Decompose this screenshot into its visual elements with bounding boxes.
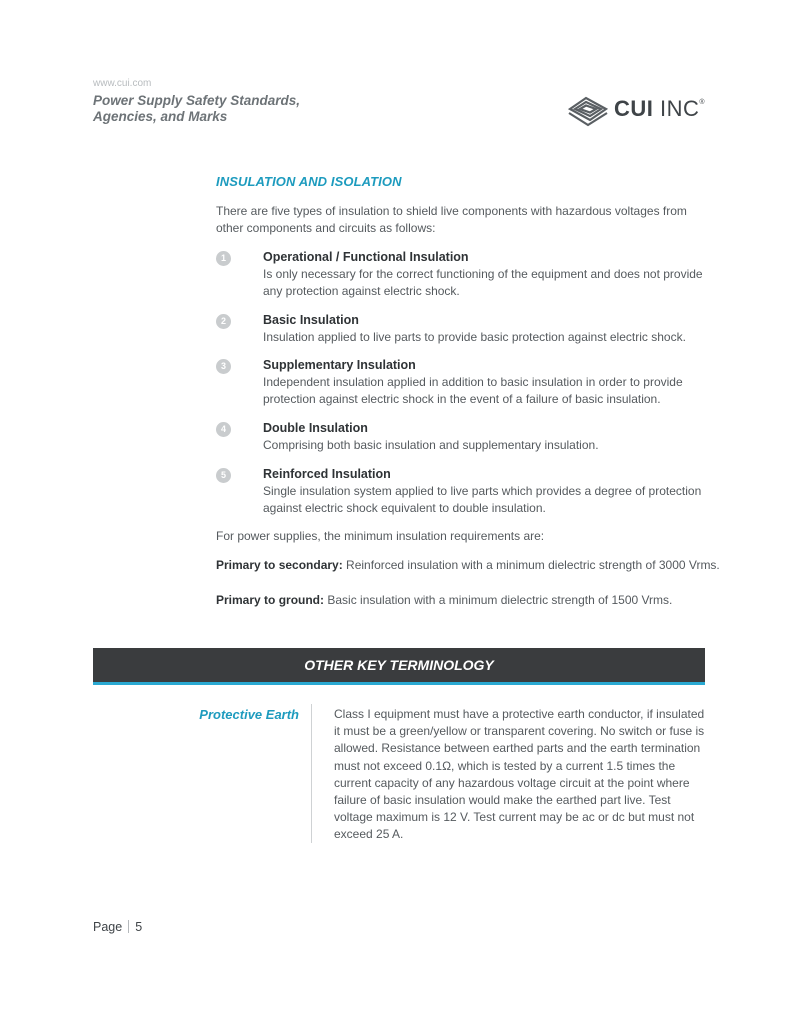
requirement-label: Primary to secondary:	[216, 558, 343, 572]
website-url: www.cui.com	[93, 78, 152, 89]
page-number: 5	[135, 920, 143, 934]
insulation-type-title: Reinforced Insulation	[263, 467, 391, 481]
insulation-type-description: Is only necessary for the correct functioning of the equipment and does not provide any protection against electric shock.	[263, 267, 703, 298]
insulation-type-title: Supplementary Insulation	[263, 358, 416, 372]
page-footer	[93, 920, 142, 934]
number-badge: 1	[216, 251, 231, 266]
logo-text-cui: CUI	[614, 96, 654, 121]
footer-divider	[128, 920, 129, 933]
number-badge: 5	[216, 468, 231, 483]
term-divider	[311, 704, 312, 843]
insulation-intro: There are five types of insulation to shield live components with hazardous voltages from other components and circuits as follows:	[216, 204, 687, 235]
requirement-primary-secondary	[216, 557, 720, 574]
cui-logo-mark-icon	[566, 92, 610, 128]
requirement-text: Basic insulation with a minimum dielectric strength of 1500 Vrms.	[324, 593, 673, 607]
registered-mark: ®	[699, 99, 706, 106]
requirements-intro: For power supplies, the minimum insulation requirements are:	[216, 529, 545, 543]
insulation-type-title: Double Insulation	[263, 421, 368, 435]
requirement-primary-ground	[216, 592, 716, 609]
insulation-type-description: Comprising both basic insulation and supplementary insulation.	[263, 438, 599, 452]
requirement-label: Primary to ground:	[216, 593, 325, 607]
insulation-type-title: Basic Insulation	[263, 313, 359, 327]
number-badge: 3	[216, 359, 231, 374]
page-label: Page	[93, 920, 123, 934]
cui-inc-logo	[566, 92, 716, 128]
section-heading-insulation: INSULATION AND ISOLATION	[216, 174, 402, 189]
insulation-type-description: Independent insulation applied in addition to basic insulation in order to provide protection against electric shock in the event of a failure of basic insulation.	[263, 375, 683, 406]
insulation-type-title: Operational / Functional Insulation	[263, 250, 469, 264]
logo-text-inc: INC	[660, 96, 700, 121]
insulation-type-description: Single insulation system applied to live parts which provides a degree of protection against electric shock equivalent to double insulation.	[263, 484, 702, 515]
terminology-banner	[93, 648, 705, 685]
insulation-type-description: Insulation applied to live parts to provide basic protection against electric shock.	[263, 330, 686, 344]
number-badge: 4	[216, 422, 231, 437]
banner-title: OTHER KEY TERMINOLOGY	[304, 657, 494, 673]
number-badge: 2	[216, 314, 231, 329]
document-title: Power Supply Safety Standards, Agencies, and Marks	[93, 93, 301, 124]
term-definition: Class I equipment must have a protective earth conductor, if insulated it must be a green/yellow or transparent covering. No switch or fuse is allowed. Resistance between earthed parts and the earth termination must not exceed 0.1Ω, which is tested by a current 1.5 times the current capacity of any hazardous voltage circuit at the point where failure of basic insulation would make the earthed part live. Test voltage maximum is 12 V. Test current may be ac or dc but must not exceed 25 A.	[334, 707, 705, 842]
requirement-text: Reinforced insulation with a minimum dielectric strength of 3000 Vrms.	[342, 558, 720, 572]
term-protective-earth: Protective Earth	[199, 707, 299, 722]
